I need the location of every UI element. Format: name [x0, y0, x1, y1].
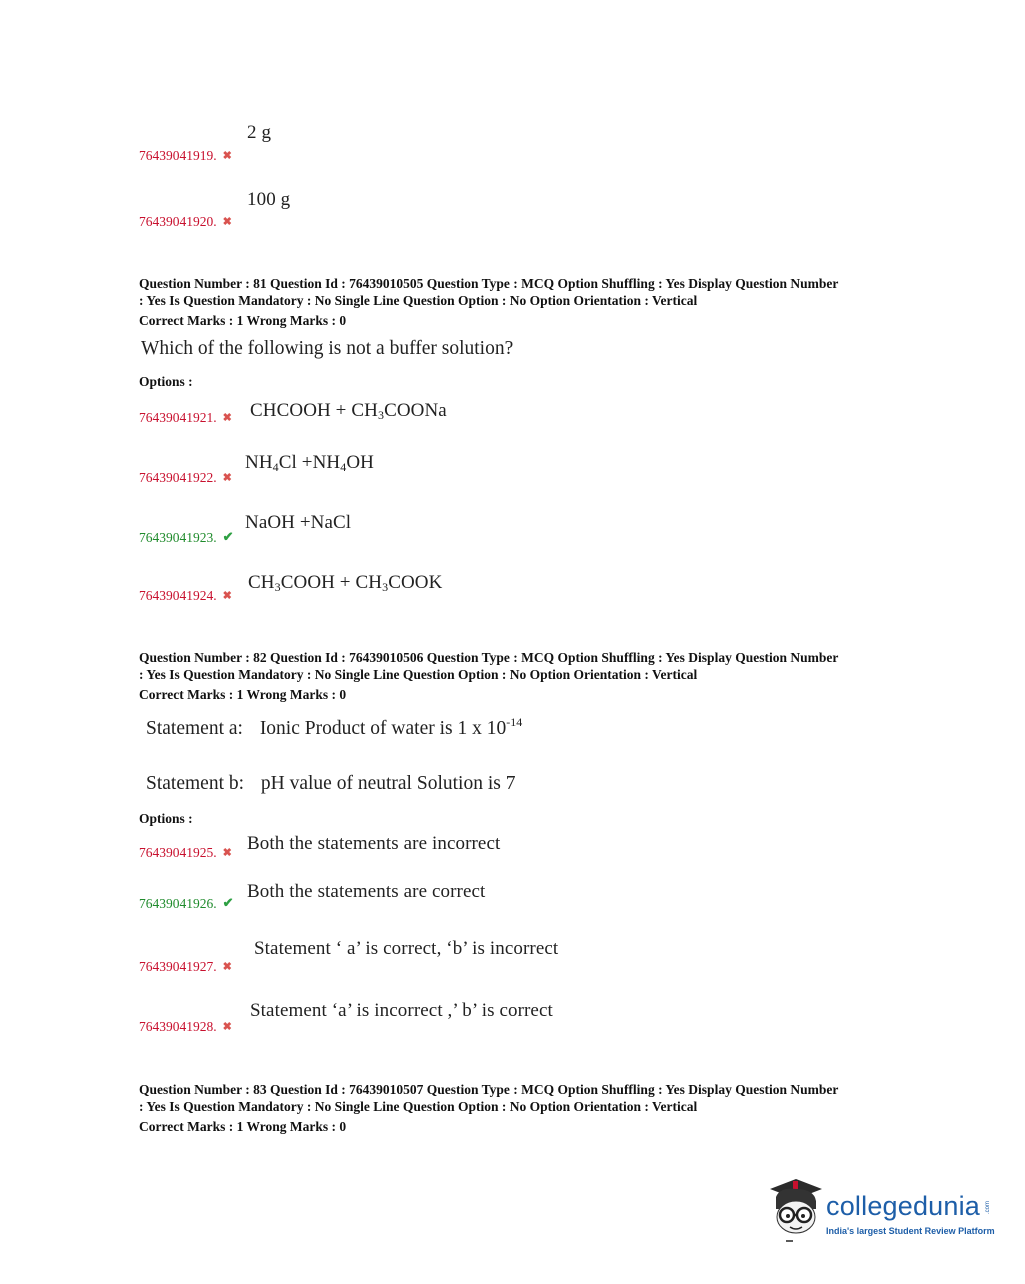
logo-com: .com — [985, 1201, 991, 1215]
meta-line-3: Correct Marks : 1 Wrong Marks : 0 — [139, 313, 347, 328]
cross-icon: ✖ — [222, 216, 232, 228]
question-81-meta — [139, 276, 909, 330]
cross-icon: ✖ — [222, 150, 232, 162]
option-text-76439041924: $CH_3COOH$ + $CH_3COOK$ — [248, 572, 443, 594]
option-row-76439041920[interactable] — [139, 214, 232, 230]
option-row-76439041928[interactable] — [139, 1019, 232, 1035]
cross-icon: ✖ — [222, 961, 232, 973]
option-id: 76439041926. — [139, 896, 217, 911]
option-text-76439041922: $NH_4Cl +NH_4OH$ — [245, 452, 374, 474]
question-82-meta — [139, 650, 909, 704]
options-label: Options : — [139, 374, 193, 389]
option-row-76439041921[interactable] — [139, 410, 232, 426]
meta-line-1: Question Number : 83 Question Id : 76439010507 Question Type : MCQ Option Shuffling : Yes Display Question Number — [139, 1082, 839, 1097]
option-row-76439041926[interactable] — [139, 895, 234, 912]
mascot-icon — [766, 1175, 826, 1247]
options-label: Options : — [139, 811, 193, 826]
collegedunia-logo[interactable] — [766, 1175, 996, 1247]
option-text-76439041927: Statement ‘ a’ is correct, ‘b’ is incorrect — [254, 938, 559, 959]
option-text-76439041921: CHCOOH + $CH_3COONa$ — [250, 400, 447, 422]
meta-line-2: : Yes Is Question Mandatory : No Single Line Question Option : No Option Orientation : Vertical — [139, 1098, 698, 1114]
option-text-76439041923: NaOH +NaCl — [245, 512, 352, 533]
option-row-76439041922[interactable] — [139, 470, 232, 486]
statement-a-text: Ionic Product of water is 1 x $10^{-14}$ — [259, 715, 523, 739]
meta-line-2: : Yes Is Question Mandatory : No Single Line Question Option : No Option Orientation : Vertical — [139, 292, 698, 308]
option-row-76439041925[interactable] — [139, 845, 232, 861]
cross-icon: ✖ — [222, 847, 232, 859]
checkmark-icon: ✔ — [222, 529, 234, 544]
statement-a — [146, 715, 523, 740]
option-id: 76439041920. — [139, 214, 217, 229]
option-id: 76439041925. — [139, 845, 217, 860]
meta-line-1: Question Number : 81 Question Id : 76439010505 Question Type : MCQ Option Shuffling : Yes Display Question Number — [139, 276, 839, 291]
option-id: 76439041927. — [139, 959, 217, 974]
option-row-76439041919[interactable] — [139, 148, 232, 164]
question-81-text: Which of the following is not a buffer solution? — [141, 338, 514, 359]
option-id: 76439041921. — [139, 410, 217, 425]
option-text-76439041920: 100 g — [247, 189, 291, 210]
option-id: 76439041924. — [139, 588, 217, 603]
logo-tagline: India's largest Student Review Platform — [826, 1226, 995, 1236]
meta-line-1: Question Number : 82 Question Id : 76439010506 Question Type : MCQ Option Shuffling : Yes Display Question Number — [139, 650, 839, 665]
option-text-76439041928: Statement ‘a’ is incorrect ,’ b’ is correct — [250, 1000, 553, 1021]
cross-icon: ✖ — [222, 472, 232, 484]
statement-b-label: Statement b: — [146, 773, 245, 794]
option-id: 76439041919. — [139, 148, 217, 163]
option-id: 76439041922. — [139, 470, 217, 485]
option-text-76439041925: Both the statements are incorrect — [247, 833, 501, 854]
meta-line-3: Correct Marks : 1 Wrong Marks : 0 — [139, 1119, 347, 1134]
option-row-76439041923[interactable] — [139, 529, 234, 546]
cross-icon: ✖ — [222, 590, 232, 602]
statement-b-text: pH value of neutral Solution is 7 — [260, 773, 516, 794]
meta-line-3: Correct Marks : 1 Wrong Marks : 0 — [139, 687, 347, 702]
statement-b — [146, 773, 515, 795]
option-text-76439041926: Both the statements are correct — [247, 881, 486, 902]
option-text-76439041919: 2 g — [247, 122, 272, 143]
logo-wordmark: collegedunia — [826, 1191, 981, 1221]
statement-a-label: Statement a: — [146, 718, 243, 739]
cross-icon: ✖ — [222, 412, 232, 424]
question-83-meta — [139, 1082, 909, 1136]
checkmark-icon: ✔ — [222, 895, 234, 910]
option-row-76439041927[interactable] — [139, 959, 232, 975]
option-id: 76439041928. — [139, 1019, 217, 1034]
cross-icon: ✖ — [222, 1021, 232, 1033]
option-row-76439041924[interactable] — [139, 588, 232, 604]
option-id: 76439041923. — [139, 530, 217, 545]
meta-line-2: : Yes Is Question Mandatory : No Single Line Question Option : No Option Orientation : Vertical — [139, 666, 698, 682]
